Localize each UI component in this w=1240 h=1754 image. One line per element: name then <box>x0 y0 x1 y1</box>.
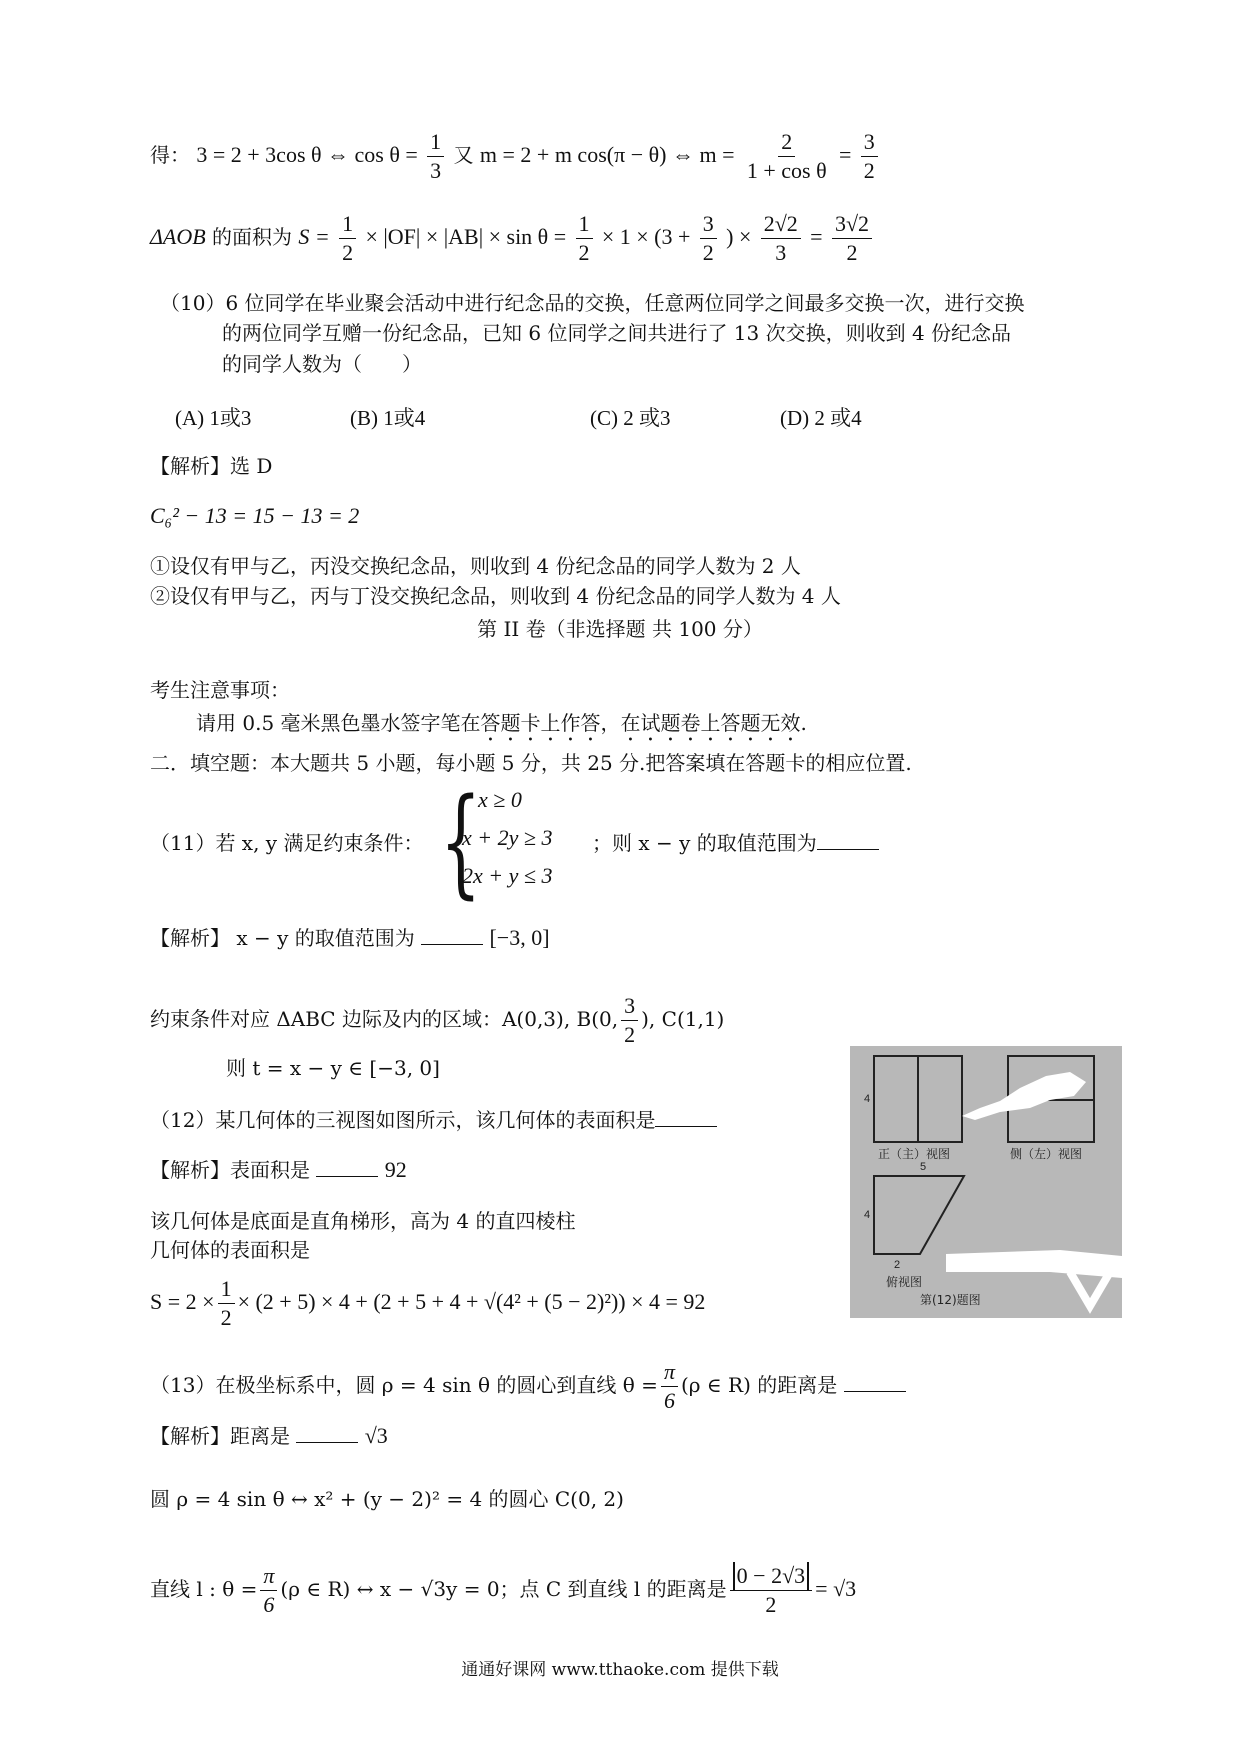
q11-suffix <box>592 830 879 856</box>
front-view-label: 正（主）视图 <box>878 1147 951 1161</box>
q12-answer <box>150 1157 407 1183</box>
answer-value: [−3, 0] <box>489 925 550 950</box>
figure-caption: 第(12)题图 <box>920 1293 981 1307</box>
q12-formula <box>150 1275 705 1332</box>
line-text-b: (ρ ∈ R) ↔ x − √3y = 0；点 C 到直线 l 的距离是 <box>280 1577 727 1601</box>
dim-label-2: 2 <box>894 1259 901 1271</box>
frac-den: 1 + cos θ <box>746 158 827 183</box>
answer-value: 92 <box>384 1157 407 1182</box>
constraint-3: 2x + y ≤ 3 <box>462 863 553 888</box>
formula-cos: 3 = 2 + 3cos θ ⇔ cos θ = <box>196 142 418 167</box>
constraint-2: x + 2y ≥ 3 <box>462 825 553 850</box>
formula-part: × 1 × (3 + <box>601 224 691 249</box>
obscured-patch-bottom <box>946 1250 1122 1278</box>
distance-result: = √3 <box>815 1576 857 1601</box>
q10-option-c: (C) 2 或3 <box>590 406 671 430</box>
text-you: 又 <box>453 143 474 167</box>
q11-region <box>150 992 724 1049</box>
line-text-a: 直线 l : θ = <box>150 1577 258 1601</box>
frac-num: 1 <box>576 210 593 239</box>
q13-text-a: （13）在极坐标系中，圆 ρ = 4 sin θ 的圆心到直线 θ = <box>150 1373 658 1397</box>
formula-part: ) × <box>726 224 752 249</box>
fraction-three-halves-3 <box>621 992 638 1049</box>
side-view-label: 侧（左）视图 <box>1010 1147 1083 1161</box>
q13-line-distance <box>150 1562 856 1619</box>
q10-option-b: (B) 1或4 <box>350 406 426 430</box>
fill-in-section-title: 二．填空题：本大题共 5 小题，每小题 5 分，共 25 分.把答案填在答题卡的相应位置. <box>150 751 912 775</box>
answer-blank <box>655 1108 717 1127</box>
fraction-pi-six <box>661 1358 678 1415</box>
q13-circle: 圆 ρ = 4 sin θ ↔ x² + (y − 2)² = 4 的圆心 C(0, 2) <box>150 1487 624 1511</box>
frac-num: 1 <box>339 210 356 239</box>
q10-line-2: 的两位同学互赠一份纪念品，已知 6 位同学之间共进行了 13 次交换，则收到 4 份纪念品 <box>222 321 1012 345</box>
formula-m: m = 2 + m cos(π − θ) ⇔ m = <box>479 142 735 167</box>
q11-result: 则 t = x − y ∈ [−3, 0] <box>226 1056 440 1080</box>
page-footer: 通通好课网 www.tthaoke.com 提供下载 <box>461 1660 779 1680</box>
frac-num: 2 <box>778 128 795 157</box>
q13-answer <box>150 1423 388 1449</box>
answer-label: 【解析】距离是 <box>150 1424 290 1448</box>
triangle-aob: ΔAOB <box>150 224 206 249</box>
fraction-pi-six-2 <box>260 1562 277 1619</box>
frac-den: 2 <box>702 240 714 265</box>
three-view-drawing <box>850 1046 1122 1318</box>
obscured-patch <box>962 1072 1086 1120</box>
q10-answer: 【解析】选 D <box>150 454 273 478</box>
equals-sign: = <box>810 224 823 249</box>
frac-num: 3 <box>621 992 638 1021</box>
fraction-result <box>832 210 872 267</box>
fraction-one-third <box>427 128 444 185</box>
region-text-b: ), C(1,1) <box>641 1007 725 1031</box>
q12-explain-2: 几何体的表面积是 <box>150 1238 310 1262</box>
answer-value: √3 <box>364 1423 388 1448</box>
frac-den: 6 <box>663 1388 675 1413</box>
top-view-trapezoid <box>874 1176 964 1254</box>
answer-blank <box>421 926 483 945</box>
answer-blank <box>844 1373 906 1392</box>
frac-den: 2 <box>765 1592 777 1617</box>
notice-part-b-emphasized: 答题卡上作答，在试题卷上答题无效 <box>480 711 801 735</box>
formula-part: × (2 + 5) × 4 + (2 + 5 + 4 + √(4² + (5 − 2)²)) × 4 = 92 <box>237 1289 706 1314</box>
text-de: 得： <box>150 143 190 167</box>
q12-question <box>150 1107 717 1133</box>
solution-line-1 <box>150 128 881 185</box>
solution-line-2 <box>150 210 875 267</box>
frac-den: 2 <box>863 158 875 183</box>
three-view-figure <box>850 1046 1122 1318</box>
constraint-1: x ≥ 0 <box>478 787 522 812</box>
answer-label: 【解析】表面积是 <box>150 1158 310 1182</box>
frac-den: 2 <box>342 240 354 265</box>
fraction-three-halves-2 <box>700 210 717 267</box>
fraction-distance <box>730 1562 812 1619</box>
q13-text-b: (ρ ∈ R) 的距离是 <box>680 1373 838 1397</box>
q10-option-d: (D) 2 或4 <box>780 406 862 430</box>
frac-den: 2 <box>220 1305 232 1330</box>
frac-num: π <box>661 1358 678 1387</box>
answer-blank <box>817 831 879 850</box>
formula-s: S = <box>298 224 330 249</box>
dim-label-4b: 4 <box>864 1209 871 1221</box>
q10-calc: C₆² − 13 = 15 − 13 = 2 <box>150 503 360 528</box>
obscured-mark <box>1070 1272 1110 1306</box>
q13-question <box>150 1358 906 1415</box>
frac-num: 1 <box>218 1275 235 1304</box>
equals-sign: = <box>838 142 852 167</box>
frac-den: 2 <box>624 1022 636 1047</box>
frac-num-abs <box>730 1562 812 1591</box>
fraction-half-3 <box>218 1275 235 1332</box>
q10-line-3: 的同学人数为（ ） <box>222 352 422 376</box>
q11-suffix-text: ；则 x − y 的取值范围为 <box>592 831 817 855</box>
frac-den: 3 <box>430 158 442 183</box>
frac-num: 3 <box>700 210 717 239</box>
formula-product: × |OF| × |AB| × sin θ = <box>365 224 567 249</box>
fraction-sqrt-2 <box>761 210 801 267</box>
q10-case-2: ②设仅有甲与乙，丙与丁没交换纪念品，则收到 4 份纪念品的同学人数为 4 人 <box>150 584 841 608</box>
frac-den: 6 <box>263 1592 275 1617</box>
answer-label: 【解析】 x − y 的取值范围为 <box>150 926 415 950</box>
answer-blank <box>316 1158 378 1177</box>
fraction-half-1 <box>339 210 356 267</box>
absolute-value: 0 − 2√3 <box>733 1562 809 1590</box>
q10-line-1: （10）6 位同学在毕业聚会活动中进行纪念品的交换，任意两位同学之间最多交换一次，进行交换 <box>160 291 1025 315</box>
notice-text <box>196 710 807 746</box>
q10-option-a: (A) 1或3 <box>175 406 252 430</box>
notice-period: . <box>800 711 807 735</box>
frac-num: 3 <box>861 128 878 157</box>
frac-den: 2 <box>846 240 858 265</box>
frac-num: 2√2 <box>761 210 801 239</box>
frac-num: π <box>260 1562 277 1591</box>
region-text-a: 约束条件对应 ΔABC 边际及内的区域：A(0,3), B(0, <box>150 1007 619 1031</box>
q11-answer <box>150 925 550 951</box>
frac-num: 3√2 <box>832 210 872 239</box>
text-area: 的面积为 <box>212 225 293 249</box>
frac-den: 2 <box>578 240 590 265</box>
dim-label-5: 5 <box>920 1161 927 1173</box>
notice-part-a: 请用 0.5 毫米黑色墨水签字笔在 <box>196 711 481 735</box>
section-2-title: 第 II 卷（非选择题 共 100 分） <box>477 617 763 641</box>
top-view-label: 俯视图 <box>886 1275 923 1289</box>
fraction-m <box>744 128 830 185</box>
formula-part: S = 2 × <box>150 1289 215 1314</box>
dim-label-4a: 4 <box>864 1093 871 1105</box>
answer-blank <box>296 1424 358 1443</box>
fraction-three-halves <box>861 128 878 185</box>
notice-title: 考生注意事项： <box>150 678 290 702</box>
frac-num: 1 <box>427 128 444 157</box>
fraction-half-2 <box>576 210 593 267</box>
q12-text: （12）某几何体的三视图如图所示，该几何体的表面积是 <box>150 1108 656 1132</box>
q10-case-1: ①设仅有甲与乙，丙没交换纪念品，则收到 4 份纪念品的同学人数为 2 人 <box>150 554 801 578</box>
left-brace: { <box>440 772 482 910</box>
q11-prefix: （11）若 x, y 满足约束条件： <box>150 831 424 855</box>
q12-explain-1: 该几何体是底面是直角梯形，高为 4 的直四棱柱 <box>150 1209 576 1233</box>
frac-den: 3 <box>775 240 787 265</box>
